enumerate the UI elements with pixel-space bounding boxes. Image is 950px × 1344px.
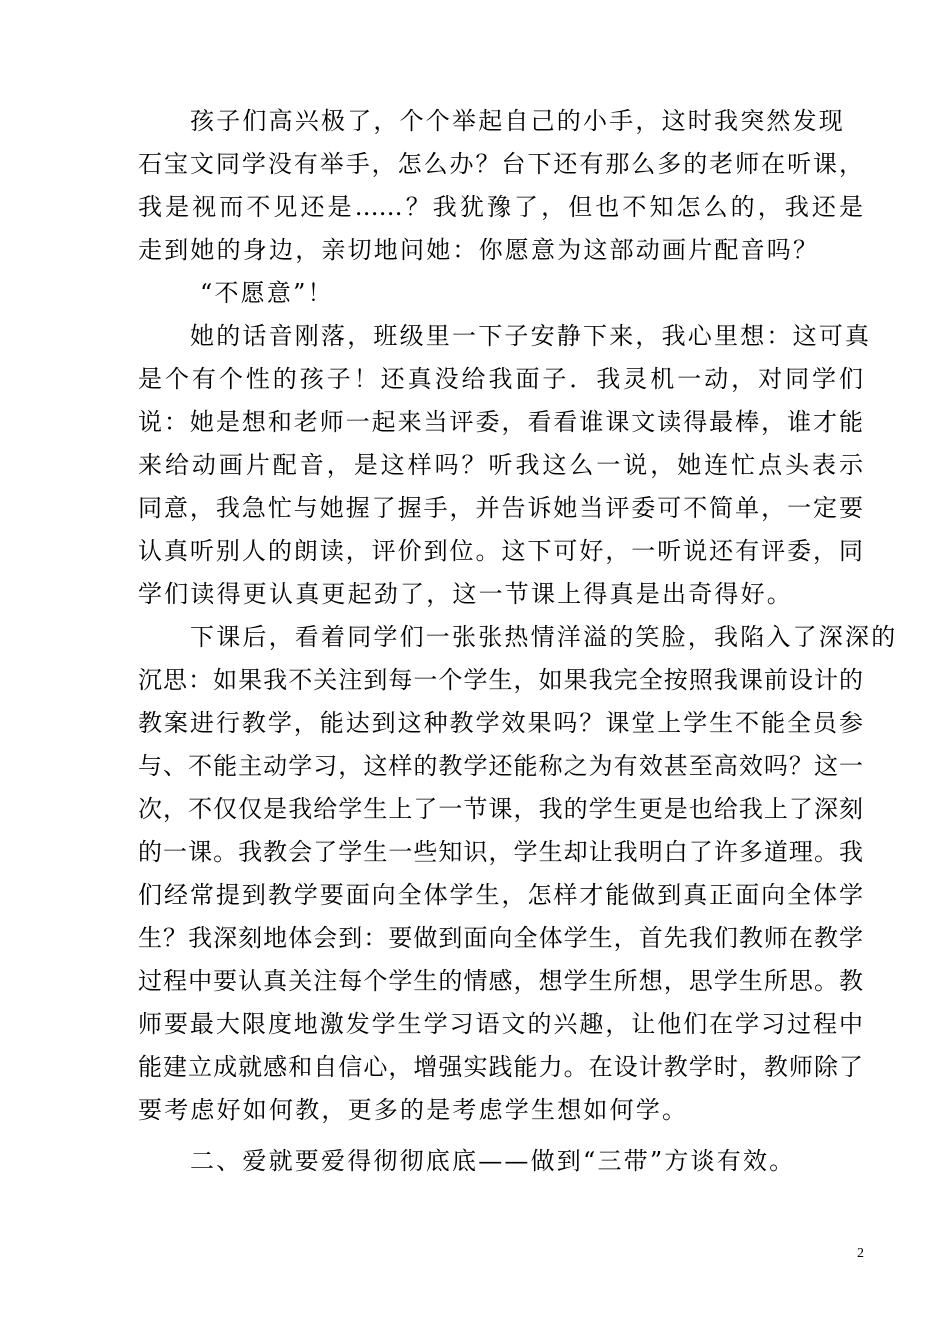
paragraph-3 [138,315,872,616]
text-line: 我是视而不见还是……？我犹豫了，但也不知怎么的，我还是 [138,193,863,221]
text-line: 说：她是想和老师一起来当评委，看看谁课文读得最棒，谁才能 [138,408,863,436]
text-line: 们经常提到教学要面向全体学生，怎样才能做到真正面向全体学 [138,881,863,909]
paragraph-4 [138,616,898,1132]
text-line: 师要最大限度地激发学生学习语文的兴趣，让他们在学习过程中 [138,1010,863,1038]
body-text [138,100,898,1183]
text-line: 要考虑好如何教，更多的是考虑学生想如何学。 [138,1096,689,1124]
text-line: 次，不仅仅是我给学生上了一节课，我的学生更是也给我上了深刻 [138,795,863,823]
text-line: 沉思：如果我不关注到每一个学生，如果我完全按照我课前设计的 [138,666,863,694]
text-line: 学们读得更认真更起劲了，这一节课上得真是出奇得好。 [138,580,793,608]
text-line: 能建立成就感和自信心，增强实践能力。在设计教学时，教师除了 [138,1053,863,1081]
section-heading [138,1140,863,1183]
text-line: 来给动画片配音，是这样吗？听我这么一说，她连忙点头表示 [138,451,863,479]
text-line: 同意，我急忙与她握了握手，并告诉她当评委可不简单，一定要 [138,494,863,522]
text-line: 是个有个性的孩子！还真没给我面子．我灵机一动，对同学们 [138,365,863,393]
page-number: 2 [857,1246,864,1261]
text-line: 下课后，看着同学们一张张热情洋溢的笑脸，我陷入了深深的 [190,623,898,651]
text-line: “不愿意”！ [200,279,334,307]
paragraph-2 [138,272,863,315]
text-line: 石宝文同学没有举手，怎么办？台下还有那么多的老师在听课， [138,150,863,178]
paragraph-1 [138,100,863,272]
text-line: 孩子们高兴极了，个个举起自己的小手，这时我突然发现 [190,107,845,135]
text-line: 过程中要认真关注每个学生的情感，想学生所想，思学生所思。教 [138,967,863,995]
text-line: 她的话音刚落，班级里一下子安静下来，我心里想：这可真 [190,322,872,350]
text-line: 的一课。我教会了学生一些知识，学生却让我明白了许多道理。我 [138,838,863,866]
text-line: 走到她的身边，亲切地问她：你愿意为这部动画片配音吗？ [138,236,820,264]
text-line: 生？我深刻地体会到：要做到面向全体学生，首先我们教师在教学 [138,924,863,952]
text-line: 认真听别人的朗读，评价到位。这下可好，一听说还有评委，同 [138,537,863,565]
text-line: 教案进行教学，能达到这种教学效果吗？课堂上学生不能全员参 [138,709,863,737]
text-line: 二、爱就要爱得彻彻底底——做到“三带”方谈有效。 [190,1147,796,1175]
text-line: 与、不能主动学习，这样的教学还能称之为有效甚至高效吗？这一 [138,752,863,780]
